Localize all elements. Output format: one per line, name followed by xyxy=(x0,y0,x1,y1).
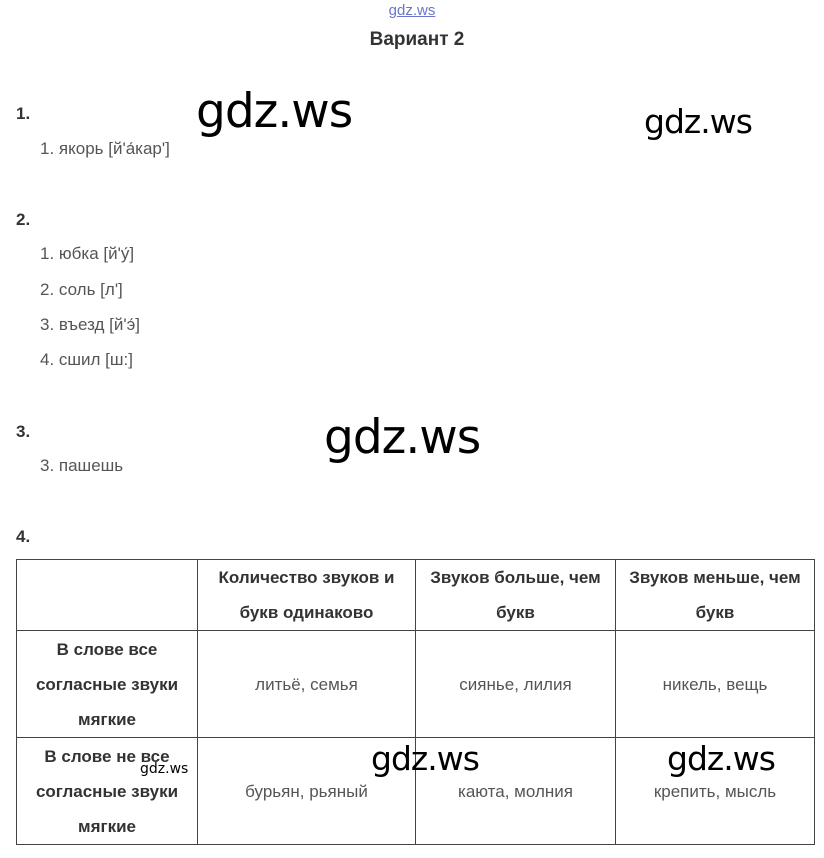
table-header-more-sounds: Звуков больше, чем букв xyxy=(416,560,616,631)
table-header-equal: Количество звуков и букв одинаково xyxy=(198,560,416,631)
watermark: gdz.ws xyxy=(324,410,481,465)
watermark: gdz.ws xyxy=(196,84,353,139)
task-1-number: 1. xyxy=(16,104,31,123)
page-title: Вариант 2 xyxy=(369,29,465,50)
task-2-answer-1: 1. юбка [й'у́] xyxy=(40,244,135,263)
table-cell: никель, вещь xyxy=(616,631,815,738)
task-4-table xyxy=(16,559,815,845)
table-header-fewer-sounds: Звуков меньше, чем букв xyxy=(616,560,815,631)
table-row xyxy=(17,631,815,738)
watermark: gdz.ws xyxy=(644,102,752,141)
task-3-number: 3. xyxy=(16,422,31,441)
table-cell: каюта, молния xyxy=(416,738,616,845)
watermark: gdz.ws xyxy=(371,739,479,778)
task-2-answer-3: 3. въезд [й'э́] xyxy=(40,315,140,334)
row-label-not-all-soft: В слове не все согласные звуки мягкие xyxy=(17,738,198,845)
watermark: gdz.ws xyxy=(667,739,775,778)
row-label-all-soft: В слове все согласные звуки мягкие xyxy=(17,631,198,738)
task-3-answer-1: 3. пашешь xyxy=(40,456,124,475)
table-cell: литьё, семья xyxy=(198,631,416,738)
task-2-number: 2. xyxy=(16,210,31,229)
table-cell: бурьян, рьяный xyxy=(198,738,416,845)
table-header-row xyxy=(17,560,815,631)
task-2-answer-4: 4. сшил [ш:] xyxy=(40,350,133,369)
table-cell: крепить, мысль xyxy=(616,738,815,845)
watermark: gdz.ws xyxy=(140,761,189,777)
table-cell: сиянье, лилия xyxy=(416,631,616,738)
table-header-corner xyxy=(17,560,198,631)
task-1-answer-1: 1. якорь [й'а́кар'] xyxy=(40,139,170,158)
top-watermark-link[interactable]: gdz.ws xyxy=(388,2,436,19)
task-4-number: 4. xyxy=(16,527,31,546)
task-2-answer-2: 2. соль [л'] xyxy=(40,280,123,299)
